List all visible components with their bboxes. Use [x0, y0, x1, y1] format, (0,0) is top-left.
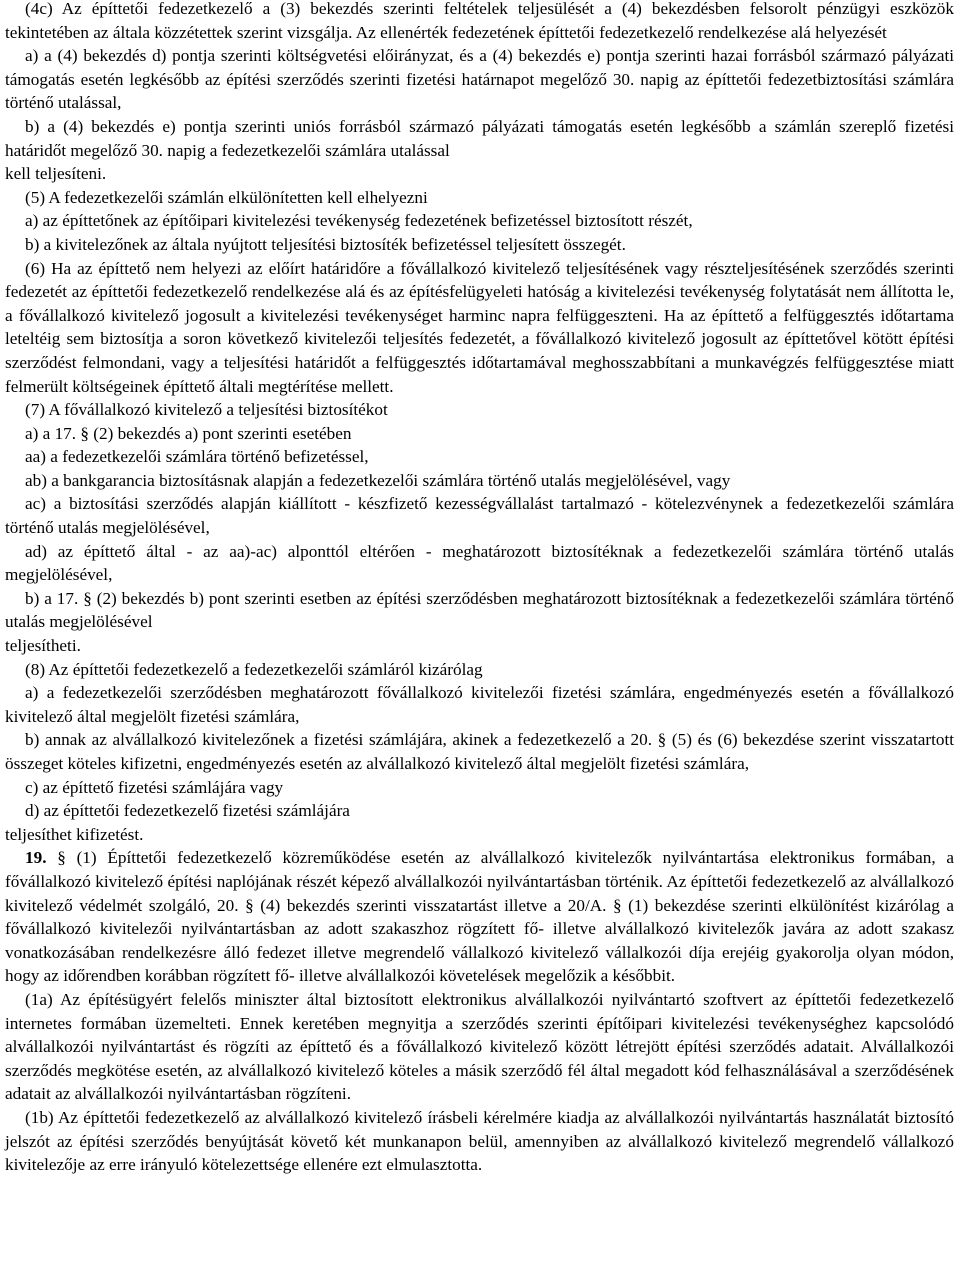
- paragraph-5-a: a) az építtetőnek az építőipari kivitelezési tevékenység fedezetének befizetéssel biztosított részét,: [25, 211, 693, 231]
- paragraph-7-ab: ab) a bankgarancia biztosításnak alapján a fedezetkezelői számlára történő utalás megjelölésével, vagy: [25, 470, 731, 490]
- section-19-paragraph-1a: (1a) Az építésügyért felelős miniszter által biztosított elektronikus alvállalkozói nyilvántartó szoftvert az építtetői fedezetkezelő internetes formában üzemelteti. Ennek keretében megnyitja a szerződés szerinti építőipari kivitelezési tevékenységhez kapcsolódó alvállalkozói nyilvántartást és rögzíti az építtető és a fővállalkozó kivitelező között létrejött építési szerződés adatait. Alvállalkozói szerződés megkötése esetén, az alvállalkozó kivitelező köteles a másik szerződő fél által megadott kód felhasználásával a szerződésének adatait az alvállalkozói nyilvántartásban rögzíteni.: [5, 989, 954, 1104]
- paragraph-7: (7) A fővállalkozó kivitelező a teljesítési biztosítékot: [25, 400, 388, 420]
- section-19-paragraph-1: [5, 846, 954, 988]
- paragraph-4c-closing: kell teljesíteni.: [5, 164, 107, 184]
- paragraph-7-a: a) a 17. § (2) bekezdés a) pont szerinti esetében: [25, 423, 352, 443]
- section-19-text: § (1) Építtetői fedezetkezelő közreműködése esetén az alvállalkozó kivitelezők nyilvántartása elektronikus formában, a fővállalkozó kivitelező építési naplójának részét képező alvállalkozói nyilvántartásban történik. Az építtetői fedezetkezelő az alvállalkozó kivitelező védelmét szolgáló, 20. § (4) bekezdés szerinti visszatartást illetve a 20/A. § (1) bekezdése szerinti elkülönítést kizárólag a fővállalkozó kivitelezői nyilvántartásban az adott szakaszhoz rögzített fő- illetve alvállalkozó kivitelezők javára az adott szakasz vonatkozásában rendelkezésre álló fedezet illetve megrendelő vállalkozó kivitelező vállalkozói díja erejéig gyakorolja olyan módon, hogy az időrendben korábban rögzített fő- illetve alvállalkozói követelések megelőzik a későbbit.: [5, 848, 955, 986]
- paragraph-7-aa: aa) a fedezetkezelői számlára történő befizetéssel,: [25, 447, 369, 467]
- paragraph-5: (5) A fedezetkezelői számlán elkülönítetten kell elhelyezni: [25, 187, 428, 207]
- paragraph-7-ac: ac) a biztosítási szerződés alapján kiállított - készfizető kezességvállalást tartalmazó - kötelezvénynek a fedezetkezelői számlára történő utalás megjelölésével,: [5, 494, 954, 538]
- paragraph-8-b: b) annak az alvállalkozó kivitelezőnek a fizetési számlájára, akinek a fedezetkezelő a 20. § (5) és (6) bekezdése szerint visszatartott összeget köteles kifizetni, engedményezés esetén az alvállalkozó kivitelező által megjelölt fizetési számlára,: [5, 730, 954, 773]
- section-19-paragraph-1b: (1b) Az építtetői fedezetkezelő az alvállalkozó kivitelező írásbeli kérelmére kiadja az alvállalkozói nyilvántartás használatát biztosító jelszót az építési szerződés benyújtását követő két munkanapon belül, amennyiben az alvállalkozó kivitelező megrendelő vállalkozó kivitelezője az erre irányuló kötelezettsége ellenére ezt elmulasztotta.: [5, 1107, 954, 1175]
- paragraph-7-b: b) a 17. § (2) bekezdés b) pont szerinti esetben az építési szerződésben meghatározott biztosítéknak a fedezetkezelői számlára történő utalás megjelölésével: [5, 588, 954, 632]
- paragraph-8: (8) Az építtetői fedezetkezelő a fedezetkezelői számláról kizárólag: [25, 659, 483, 679]
- paragraph-8-closing: teljesíthet kifizetést.: [5, 824, 144, 844]
- paragraph-4c-b: b) a (4) bekezdés e) pontja szerinti uniós forrásból származó pályázati támogatás esetén legkésőbb a számlán szereplő fizetési határidőt megelőző 30. napig a fedezetkezelői számlára utalással: [5, 116, 954, 160]
- paragraph-5-b: b) a kivitelezőnek az általa nyújtott teljesítési biztosíték befizetéssel teljesített összegét.: [25, 234, 626, 254]
- paragraph-7-ad: ad) az építtető által - az aa)-ac) alponttól eltérően - meghatározott biztosítéknak a fedezetkezelői számlára történő utalás megjelölésével,: [5, 541, 954, 585]
- paragraph-4c: (4c) Az építtetői fedezetkezelő a (3) bekezdés szerinti feltételek teljesülését a (4) bekezdésben felsorolt pénzügyi eszközök tekintetében az általa közzétettek szerint vizsgálja. Az ellenérték fedezetének építtetői fedezetkezelő rendelkezése alá helyezését: [5, 0, 954, 42]
- paragraph-4c-a: a) a (4) bekezdés d) pontja szerinti költségvetési előirányzat, és a (4) bekezdés e) pontja szerinti hazai forrásból származó pályázati támogatás esetén legkésőbb az építési szerződés szerinti fizetési határnapot megelőző 30. napig az építtetői fedezetbiztosítási számlára történő utalással,: [5, 46, 954, 113]
- paragraph-8-d: d) az építtetői fedezetkezelő fizetési számlájára: [25, 801, 350, 821]
- section-19-number: 19.: [25, 848, 47, 868]
- paragraph-8-a: a) a fedezetkezelői szerződésben meghatározott fővállalkozó kivitelezői fizetési számlára, engedményezés esetén a fővállalkozó kivitelező által megjelölt fizetési számlára,: [5, 683, 954, 726]
- paragraph-7-closing: teljesítheti.: [5, 636, 81, 656]
- paragraph-8-c: c) az építtető fizetési számlájára vagy: [25, 777, 284, 797]
- paragraph-6: (6) Ha az építtető nem helyezi az előírt határidőre a fővállalkozó kivitelező teljesítésének vagy részteljesítésének szerződés szerinti fedezetét az építtetői fedezetkezelő rendelkezése alá és az építésfelügyeleti hatóság a kivitelezési tevékenység folytatását nem állította le, a fővállalkozó kivitelező jogosult a kivitelezési tevékenységet harminc napra felfüggeszteni. Ha az építtető a felfüggesztés időtartama leteltéig sem biztosítja a soron következő kivitelezői teljesítés fedezetét, a fővállalkozó kivitelező jogosult az építtetővel kötött építési szerződést felmondani, vagy a teljesítési határidőt a felfüggesztés időtartamával meghosszabbítani a munkavégzés felfüggesztése miatt felmerült költségeinek építtető általi megtérítése mellett.: [5, 258, 954, 396]
